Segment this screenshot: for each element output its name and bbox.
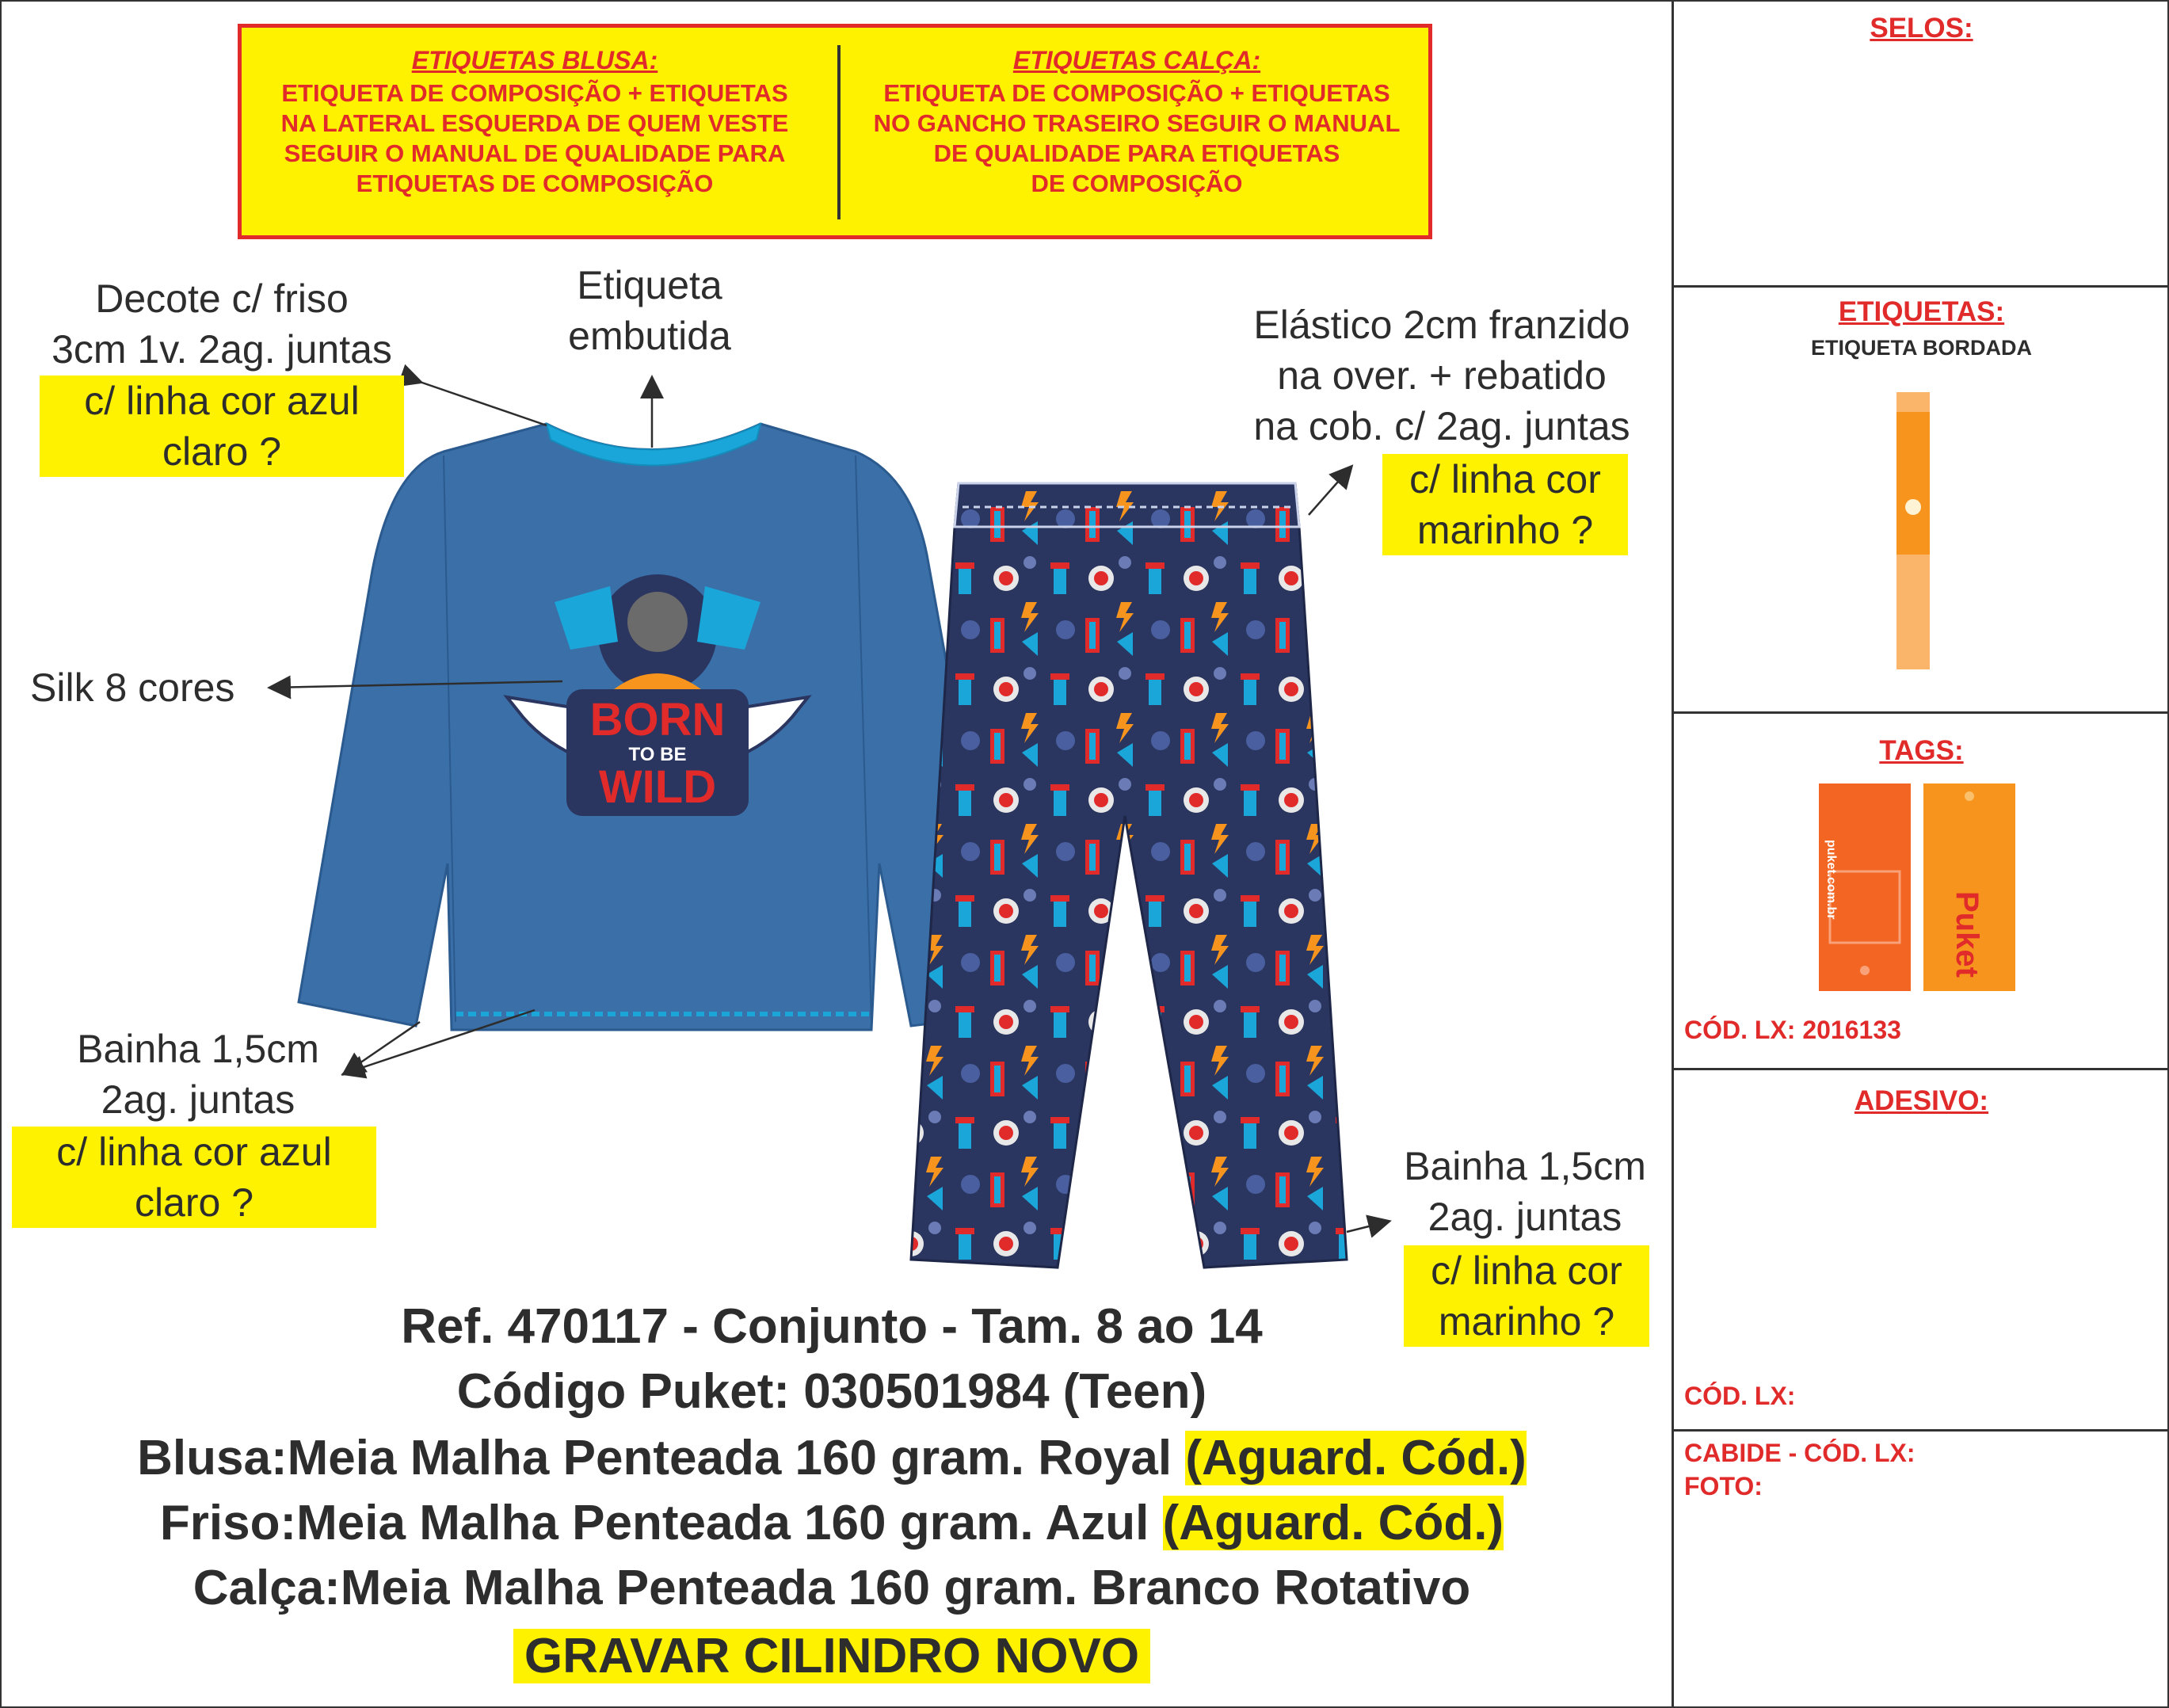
- label-line: 3cm 1v. 2ag. juntas: [51, 327, 392, 372]
- side-foto: FOTO:: [1684, 1472, 1763, 1500]
- notice-line: NA LATERAL ESQUERDA DE QUEM VESTE: [280, 109, 789, 137]
- side-etiquetas-title: ETIQUETAS:: [1838, 296, 2005, 327]
- notice-line: ETIQUETA DE COMPOSIÇÃO + ETIQUETAS: [883, 79, 1390, 107]
- label-elastico: [1216, 299, 1668, 452]
- label-decote: [24, 273, 420, 375]
- highlight-bainha-blusa: [12, 1127, 376, 1228]
- label-line: na cob. c/ 2ag. juntas: [1253, 404, 1630, 448]
- tags-image: [1814, 780, 2020, 994]
- label-line: embutida: [568, 314, 731, 358]
- label-line: marinho ?: [1416, 508, 1594, 552]
- label-line: c/ linha cor azul: [84, 379, 360, 423]
- label-line: Bainha 1,5cm: [1404, 1144, 1646, 1188]
- label-line: c/ linha cor: [1409, 457, 1601, 501]
- arrow-bainha-blusa-2: [345, 1010, 535, 1073]
- side-tags-title: TAGS:: [1879, 735, 1964, 766]
- notice-line: DE QUALIDADE PARA ETIQUETAS: [933, 139, 1340, 167]
- label-line: c/ linha cor: [1431, 1249, 1622, 1293]
- spec-friso-highlight: (Aguard. Cód.): [1162, 1496, 1504, 1550]
- print-born: BORN: [589, 694, 726, 745]
- spec-ref: Ref. 470117 - Conjunto - Tam. 8 ao 14: [401, 1299, 1263, 1354]
- side-divider-1: [1672, 285, 2169, 288]
- notice-line: DE COMPOSIÇÃO: [1031, 170, 1243, 197]
- label-etiqueta: [507, 260, 792, 361]
- side-divider: [1672, 0, 1674, 1708]
- side-divider-3: [1672, 1068, 2169, 1070]
- side-adesivo-title: ADESIVO:: [1854, 1085, 1989, 1116]
- print-to-be: TO BE: [628, 744, 687, 765]
- spec-codigo: Código Puket: 030501984 (Teen): [456, 1364, 1207, 1419]
- label-line: Etiqueta: [577, 263, 722, 307]
- side-tags-cod: CÓD. LX: 2016133: [1684, 1016, 1901, 1044]
- label-line: Bainha 1,5cm: [77, 1027, 319, 1071]
- side-divider-4: [1672, 1429, 2169, 1432]
- spec-gravar-highlight: GRAVAR CILINDRO NOVO: [513, 1629, 1150, 1683]
- label-bainha-calca: [1382, 1141, 1668, 1242]
- notice-blusa-title: ETIQUETAS BLUSA:: [411, 46, 658, 74]
- spec-blusa-highlight: (Aguard. Cód.): [1185, 1431, 1527, 1485]
- side-divider-2: [1672, 711, 2169, 714]
- label-line: marinho ?: [1438, 1299, 1615, 1344]
- spec-calca: Calça:Meia Malha Penteada 160 gram. Branco Rotativo: [193, 1561, 1471, 1615]
- side-etiqueta-bordada: ETIQUETA BORDADA: [1811, 336, 2032, 360]
- label-bainha-blusa: [32, 1024, 364, 1125]
- pants-waistband: [955, 483, 1299, 527]
- embroidered-label-image: [1885, 388, 1941, 673]
- label-line: Elástico 2cm franzido: [1253, 303, 1630, 347]
- arrow-decote: [420, 382, 547, 425]
- pants-body: [911, 483, 1347, 1268]
- arrow-elastico: [1309, 467, 1351, 515]
- notice-line: SEGUIR O MANUAL DE QUALIDADE PARA: [284, 139, 786, 167]
- spec-friso-text: Friso:Meia Malha Penteada 160 gram. Azul: [159, 1496, 1163, 1550]
- notice-calca-title: ETIQUETAS CALÇA:: [1012, 46, 1261, 74]
- spec-friso: [0, 1491, 1664, 1556]
- label-line: 2ag. juntas: [101, 1077, 295, 1122]
- side-adesivo-cod: CÓD. LX:: [1684, 1382, 1796, 1410]
- label-line: Decote c/ friso: [95, 276, 349, 321]
- notice-line: ETIQUETA DE COMPOSIÇÃO + ETIQUETAS: [281, 79, 788, 107]
- spec-blusa: [0, 1426, 1664, 1491]
- label-line: claro ?: [162, 429, 282, 474]
- label-silk: Silk 8 cores: [30, 665, 235, 710]
- print-wild: WILD: [598, 761, 717, 813]
- tag-brand: Puket: [1950, 891, 1984, 978]
- highlight-elastico: [1382, 454, 1628, 555]
- label-line: 2ag. juntas: [1428, 1195, 1622, 1239]
- side-selos-title: SELOS:: [1870, 13, 1973, 44]
- notice-line: ETIQUETAS DE COMPOSIÇÃO: [356, 170, 714, 197]
- label-line: claro ?: [134, 1180, 254, 1225]
- spec-gravar: [0, 1624, 1664, 1689]
- label-line: c/ linha cor azul: [56, 1130, 332, 1174]
- side-cabide-cod: CABIDE - CÓD. LX:: [1684, 1439, 1916, 1467]
- label-line: na over. + rebatido: [1277, 353, 1607, 398]
- spec-blusa-text: Blusa:Meia Malha Penteada 160 gram. Royal: [137, 1431, 1186, 1485]
- highlight-decote: [40, 376, 404, 477]
- notice-line: NO GANCHO TRASEIRO SEGUIR O MANUAL: [873, 109, 1401, 137]
- tag-url: puket.com.br: [1824, 840, 1838, 920]
